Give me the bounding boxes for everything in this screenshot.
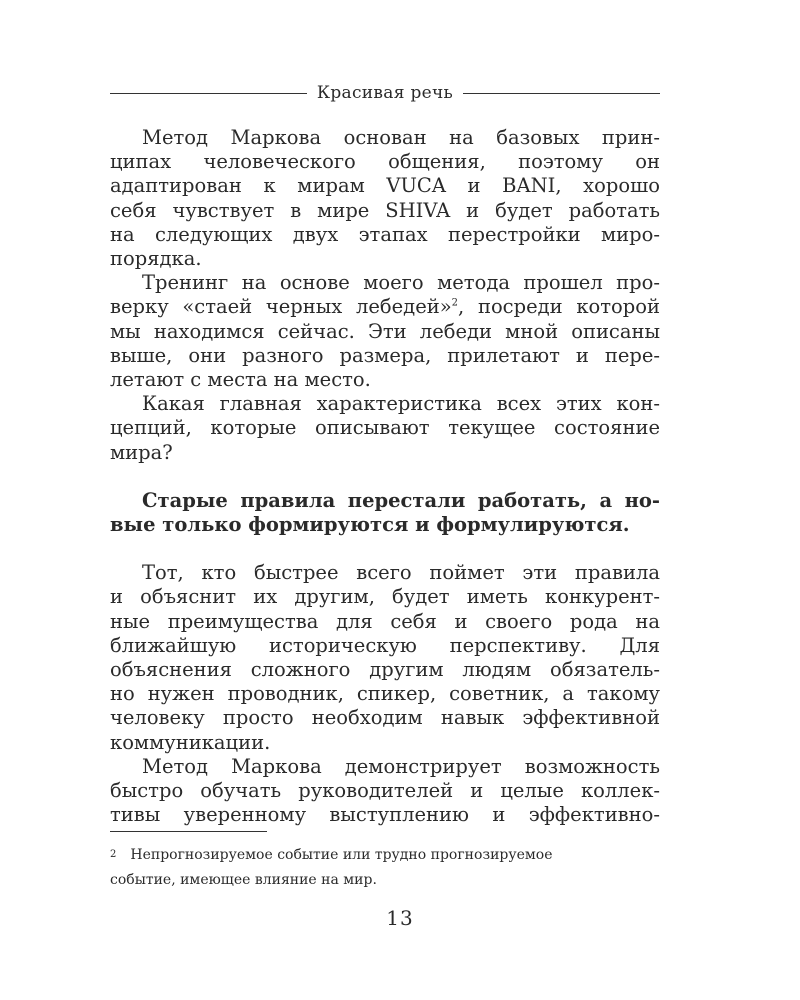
text-line: цепций, которые описывают текущее состояние xyxy=(110,416,660,440)
text-line: летают с места на место. xyxy=(110,368,371,392)
text-line: быстро обучать руководителей и целые коллек- xyxy=(110,779,660,803)
paragraph-2 xyxy=(110,271,660,392)
running-header xyxy=(110,80,660,106)
spacer xyxy=(110,465,660,489)
footnote-reference[interactable]: 2 xyxy=(451,297,459,309)
header-rule-right xyxy=(463,93,660,94)
text-fragment: верку «стаей черных лебедей» xyxy=(110,295,452,319)
text-line: человеку просто необходим навык эффективной xyxy=(110,706,660,730)
text-line: Старые правила перестали работать, а но- xyxy=(142,488,660,512)
text-fragment: , посреди которой xyxy=(458,295,660,319)
footnote xyxy=(110,843,660,893)
text-line: Тренинг на основе моего метода прошел про- xyxy=(142,271,660,295)
paragraph-4 xyxy=(110,561,660,755)
footnote-line xyxy=(110,843,660,868)
page-number: 13 xyxy=(386,906,414,930)
text-line: но нужен проводник, спикер, советник, а такому xyxy=(110,682,660,706)
text-line: себя чувствует в мире SHIVA и будет работать xyxy=(110,198,660,222)
text-line: Тот, кто быстрее всего поймет эти правила xyxy=(142,561,660,585)
text-line: выше, они разного размера, прилетают и пере- xyxy=(110,343,660,367)
text-line: и объяснит их другим, будет иметь конкурент- xyxy=(110,585,660,609)
text-line: объяснения сложного другим людям обязатель- xyxy=(110,658,660,682)
text-line: на следующих двух этапах перестройки миро- xyxy=(110,222,660,246)
paragraph-3 xyxy=(110,392,660,465)
text-line: коммуникации. xyxy=(110,730,271,754)
text-line: тивы уверенному выступлению и эффективно- xyxy=(110,803,660,827)
spacer xyxy=(110,537,660,561)
footnote-line: событие, имеющее влияние на мир. xyxy=(110,872,377,888)
text-line: мира? xyxy=(110,440,173,464)
text-line: ципах человеческого общения, поэтому он xyxy=(110,150,660,174)
body-text xyxy=(110,126,660,827)
text-line: Метод Маркова демонстрирует возможность xyxy=(142,754,660,778)
text-line: Метод Маркова основан на базовых прин- xyxy=(142,126,660,149)
footnote-separator xyxy=(110,831,267,832)
paragraph-1 xyxy=(110,126,660,271)
text-line: Какая главная характеристика всех этих кон- xyxy=(142,392,660,416)
text-line: ные преимущества для себя и своего рода на xyxy=(110,609,660,633)
emphasis-statement xyxy=(110,489,660,537)
text-line-with-footnote-ref xyxy=(110,295,660,319)
text-line: вые только формируются и формулируются. xyxy=(110,513,630,537)
text-line: ближайшую историческую перспективу. Для xyxy=(110,633,660,657)
paragraph-5 xyxy=(110,755,660,828)
text-line: адаптирован к мирам VUCA и BANI, хорошо xyxy=(110,174,660,198)
running-title: Красивая речь xyxy=(316,83,454,103)
text-line: порядка. xyxy=(110,247,202,271)
footnote-text: Непрогнозируемое событие или трудно прогнозируемое xyxy=(130,847,553,863)
header-rule-left xyxy=(110,93,307,94)
footnote-mark: 2 xyxy=(110,849,117,860)
text-line: мы находимся сейчас. Эти лебеди мной описаны xyxy=(110,319,660,343)
